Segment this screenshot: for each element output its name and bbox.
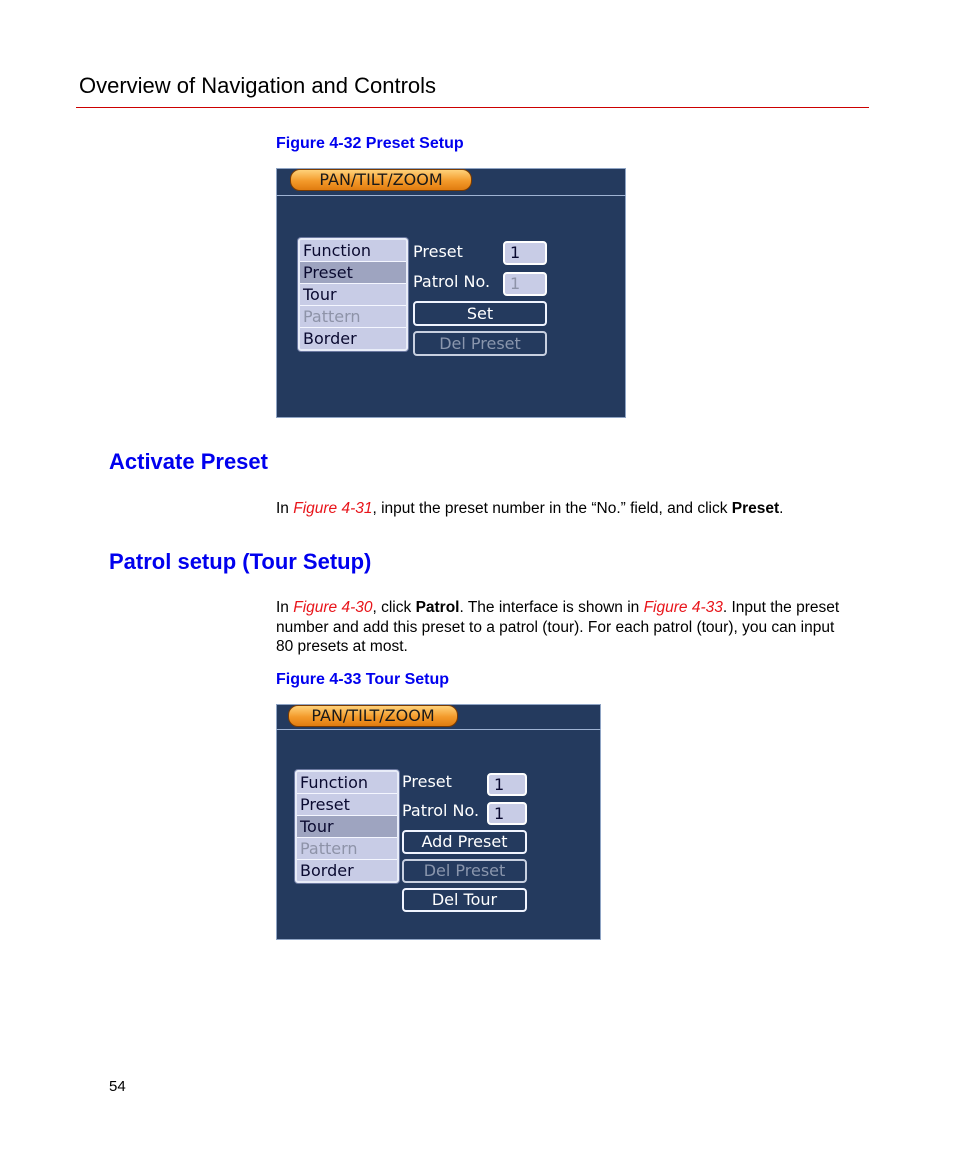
ptz-panel-preset (276, 168, 626, 418)
text: , click (372, 599, 416, 616)
bold-term: Preset (731, 500, 780, 517)
patrol-setup-paragraph (276, 598, 846, 657)
panel-divider (276, 729, 601, 730)
patrol-label: Patrol No. (413, 272, 491, 291)
menu-item-tour[interactable]: Tour (297, 816, 397, 838)
del-preset-button[interactable]: Del Preset (402, 859, 527, 883)
preset-field[interactable]: 1 (487, 773, 527, 796)
del-tour-button[interactable]: Del Tour (402, 888, 527, 912)
figure-caption-tour-setup: Figure 4-33 Tour Setup (276, 671, 450, 688)
ptz-tab[interactable]: PAN/TILT/ZOOM (290, 169, 472, 191)
preset-label: Preset (413, 242, 463, 261)
bold-term: Patrol (415, 599, 460, 616)
header-rule (76, 107, 869, 108)
text: . Input the preset number and add this preset to a patrol (tour). For each patrol (tour), you can input 80 presets at most. (276, 599, 840, 655)
menu-item-pattern[interactable]: Pattern (297, 838, 397, 860)
menu-item-preset[interactable]: Preset (297, 794, 397, 816)
text: In (276, 500, 294, 517)
ptz-menu (298, 238, 408, 351)
preset-field[interactable]: 1 (503, 241, 547, 265)
add-preset-button[interactable]: Add Preset (402, 830, 527, 854)
figure-caption-preset-setup: Figure 4-32 Preset Setup (276, 135, 464, 152)
figure-link[interactable]: Figure 4-33 (643, 599, 723, 616)
ptz-menu (295, 770, 399, 883)
preset-label: Preset (402, 772, 452, 791)
text: . (779, 500, 784, 517)
menu-item-preset[interactable]: Preset (300, 262, 406, 284)
text: . The interface is shown in (459, 599, 644, 616)
del-preset-button[interactable]: Del Preset (413, 331, 547, 356)
panel-divider (276, 195, 626, 196)
patrol-label: Patrol No. (402, 801, 480, 820)
figure-link[interactable]: Figure 4-31 (293, 500, 373, 517)
ptz-panel-tour (276, 704, 601, 940)
patrol-field[interactable]: 1 (503, 272, 547, 296)
set-button[interactable]: Set (413, 301, 547, 326)
menu-item-function[interactable]: Function (300, 240, 406, 262)
menu-item-tour[interactable]: Tour (300, 284, 406, 306)
menu-item-border[interactable]: Border (300, 861, 354, 880)
patrol-field[interactable]: 1 (487, 802, 527, 825)
page-number: 54 (109, 1078, 126, 1095)
ptz-tab[interactable]: PAN/TILT/ZOOM (288, 705, 458, 727)
section-heading-activate-preset: Activate Preset (109, 449, 268, 474)
menu-item-function[interactable]: Function (297, 772, 397, 794)
text: In (276, 599, 294, 616)
figure-link[interactable]: Figure 4-30 (293, 599, 373, 616)
menu-item-pattern[interactable]: Pattern (300, 306, 406, 328)
menu-item-border[interactable]: Border (303, 329, 357, 348)
header-title: Overview of Navigation and Controls (79, 73, 437, 98)
text: , input the preset number in the “No.” field, and click (372, 500, 732, 517)
activate-preset-paragraph (276, 499, 876, 519)
section-heading-patrol-setup: Patrol setup (Tour Setup) (109, 549, 372, 574)
